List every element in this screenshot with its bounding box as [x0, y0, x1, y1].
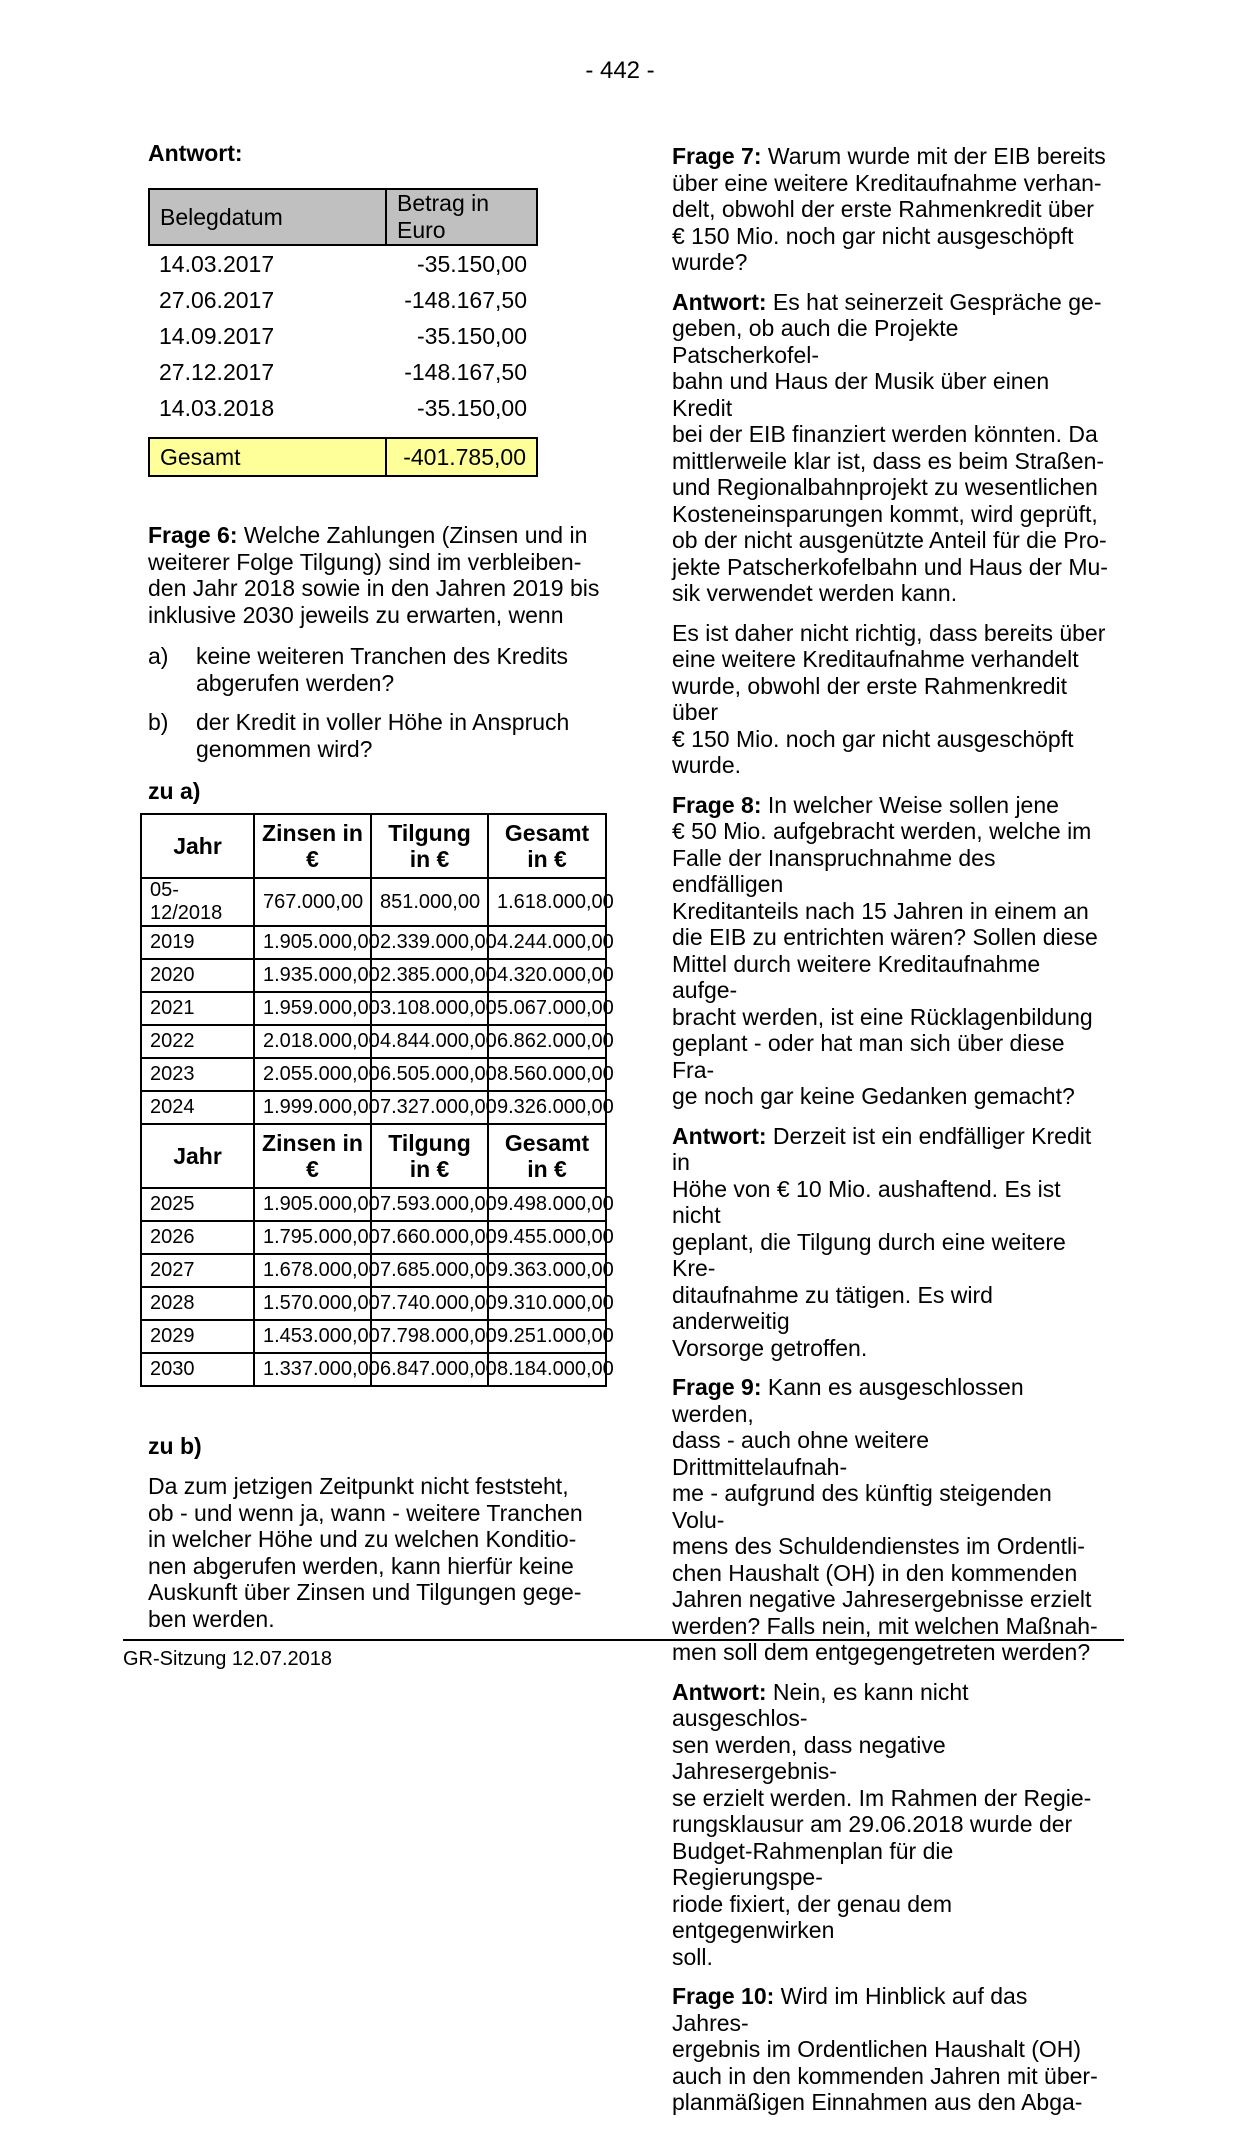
- value-cell: 1.795.000,00: [254, 1221, 371, 1254]
- list-text: der Kredit in voller Höhe in Anspruch genommen wird?: [196, 709, 570, 762]
- list-marker: b): [148, 709, 169, 735]
- schedule-table-row: [141, 1058, 606, 1091]
- value-cell: 6.505.000,00: [371, 1058, 488, 1091]
- frage6-paragraph: Frage 6: Welche Zahlungen (Zinsen und in weiterer Folge Tilgung) sind im verbleiben- den Jahr 2018 sowie in den Jahren 2019 bis inklusive 2030 jeweils zu erwarten, wenn: [148, 522, 600, 628]
- payments-table-head: [149, 189, 537, 245]
- left-column: [148, 140, 614, 1645]
- value-cell: 9.363.000,00: [488, 1254, 606, 1287]
- value-cell: 2.055.000,00: [254, 1058, 371, 1091]
- date-cell: 27.12.2017: [159, 358, 275, 385]
- payments-table-row: [149, 245, 537, 282]
- paragraph-lead: Frage 8:: [672, 791, 762, 818]
- schedule-table-header-cell: Tilgung in €: [371, 1124, 488, 1188]
- list-marker: a): [148, 643, 169, 669]
- body-paragraph: Es ist daher nicht richtig, dass bereits über eine weitere Kreditaufnahme verhandelt wurde, obwohl der erste Rahmenkredit über € 150 Mio. noch gar nicht ausgeschöpft wurde.: [672, 619, 1106, 778]
- date-cell: 14.09.2017: [159, 322, 275, 349]
- value-cell: 7.593.000,00: [371, 1188, 488, 1221]
- qa-paragraph: Frage 10: Wird im Hinblick auf das Jahres- ergebnis im Ordentlichen Haushalt (OH) auch in den kommenden Jahren mit über- planmäßigen Einnahmen aus den Abga-: [672, 1983, 1098, 2115]
- total-amount-cell: -401.785,00: [386, 438, 537, 476]
- total-label-cell: Gesamt: [149, 438, 386, 476]
- schedule-table-row: [141, 1221, 606, 1254]
- value-cell: 1.453.000,00: [254, 1320, 371, 1353]
- year-cell: 05-12/2018: [141, 878, 254, 926]
- value-cell: 6.862.000,00: [488, 1025, 606, 1058]
- year-cell: 2019: [141, 926, 254, 959]
- value-cell: 2.018.000,00: [254, 1025, 371, 1058]
- value-cell: 2.339.000,00: [371, 926, 488, 959]
- payments-table-row: [149, 282, 537, 318]
- qa-paragraph: Frage 9: Kann es ausgeschlossen werden, dass - auch ohne weitere Drittmittelaufnah- me - aufgrund des künftig steigenden Volu- mens des Schuldendienstes im Ordentli- chen Haushalt (OH) in den kommenden Jahren negative Jahresergebnisse erzielt werden? Falls nein, mit welchen Maßnah- men soll dem entgegengetreten werden?: [672, 1374, 1098, 1665]
- value-cell: 851.000,00: [371, 878, 488, 926]
- qa-paragraph: Frage 8: In welcher Weise sollen jene € 50 Mio. aufgebracht werden, welche im Falle der Inanspruchnahme des endfälligen Kreditanteils nach 15 Jahren in einem an die EIB zu entrichten wären? Sollen diese Mittel durch weitere Kreditaufnahme aufge- bracht werden, ist eine Rücklagenbildung geplant - oder hat man sich über diese Fra- ge noch gar keine Gedanken gemacht?: [672, 791, 1098, 1109]
- schedule-table-header-cell: Gesamt in €: [488, 1124, 606, 1188]
- schedule-table-row: [141, 959, 606, 992]
- schedule-table-row: [141, 926, 606, 959]
- schedule-table-row: [141, 1091, 606, 1124]
- value-cell: 9.251.000,00: [488, 1320, 606, 1353]
- schedule-table-header-cell: Tilgung in €: [371, 814, 488, 878]
- value-cell: 1.337.000,00: [254, 1353, 371, 1386]
- value-cell: 9.310.000,00: [488, 1287, 606, 1320]
- right-column: [672, 143, 1108, 2129]
- paragraph-lead: Frage 10:: [672, 1983, 775, 2009]
- payments-table-body: [149, 245, 537, 476]
- year-cell: 2027: [141, 1254, 254, 1287]
- date-cell: 14.03.2017: [159, 250, 275, 277]
- list-item: [148, 709, 610, 762]
- schedule-table-header-cell: Gesamt in €: [488, 814, 606, 878]
- schedule-table-header-row: [141, 1124, 606, 1188]
- year-cell: 2024: [141, 1091, 254, 1124]
- value-cell: 8.184.000,00: [488, 1353, 606, 1386]
- schedule-table-row: [141, 1353, 606, 1386]
- zu-b-paragraph: Da zum jetzigen Zeitpunkt nicht feststeht, ob - und wenn ja, wann - weitere Tranchen in welcher Höhe und zu welchen Konditio- nen abgerufen werden, kann hierfür keine Auskunft über Zinsen und Tilgungen gege- ben werden.: [148, 1473, 583, 1632]
- schedule-table-header-cell: Zinsen in €: [254, 814, 371, 878]
- page-footer: [123, 1639, 1124, 1671]
- question-list: [148, 643, 610, 762]
- list-text: keine weiteren Tranchen des Kredits abgerufen werden?: [196, 643, 569, 696]
- payments-table-header-cell: Betrag in Euro: [386, 189, 537, 245]
- year-cell: 2023: [141, 1058, 254, 1091]
- payments-table-header-cell: Belegdatum: [149, 189, 386, 245]
- amount-cell: -148.167,50: [404, 286, 527, 313]
- schedule-table-header-cell: Zinsen in €: [254, 1124, 371, 1188]
- value-cell: 6.847.000,00: [371, 1353, 488, 1386]
- payments-table-row: [149, 318, 537, 354]
- value-cell: 9.498.000,00: [488, 1188, 606, 1221]
- value-cell: 1.959.000,00: [254, 992, 371, 1025]
- footer-text: GR-Sitzung 12.07.2018: [123, 1648, 333, 1670]
- value-cell: 1.999.000,00: [254, 1091, 371, 1124]
- value-cell: 1.905.000,00: [254, 1188, 371, 1221]
- value-cell: 1.905.000,00: [254, 926, 371, 959]
- schedule-table-row: [141, 1254, 606, 1287]
- year-cell: 2021: [141, 992, 254, 1025]
- date-cell: 14.03.2018: [159, 394, 275, 421]
- schedule-table-row: [141, 878, 606, 926]
- value-cell: 4.244.000,00: [488, 926, 606, 959]
- paragraph-lead: Frage 7:: [672, 143, 762, 169]
- year-cell: 2025: [141, 1188, 254, 1221]
- value-cell: 1.570.000,00: [254, 1287, 371, 1320]
- payments-table-row: [149, 390, 537, 426]
- schedule-table-row: [141, 1188, 606, 1221]
- paragraph-lead: Antwort:: [672, 288, 767, 315]
- amount-cell: -35.150,00: [417, 250, 527, 277]
- year-cell: 2029: [141, 1320, 254, 1353]
- payments-table-header-row: [149, 189, 537, 245]
- schedule-table-header-cell: Jahr: [141, 814, 254, 878]
- value-cell: 7.740.000,00: [371, 1287, 488, 1320]
- value-cell: 7.685.000,00: [371, 1254, 488, 1287]
- year-cell: 2030: [141, 1353, 254, 1386]
- value-cell: 3.108.000,00: [371, 992, 488, 1025]
- payments-table-total-row: [149, 438, 537, 476]
- schedule-table-row: [141, 992, 606, 1025]
- year-cell: 2020: [141, 959, 254, 992]
- qa-paragraph: Frage 7: Warum wurde mit der EIB bereits über eine weitere Kreditaufnahme verhan- delt, obwohl der erste Rahmenkredit über € 150 Mio. noch gar nicht ausgeschöpft wurde?: [672, 143, 1106, 275]
- value-cell: 2.385.000,00: [371, 959, 488, 992]
- qa-paragraph: Antwort: Nein, es kann nicht ausgeschlos- sen werden, dass negative Jahresergebnis- se erzielt werden. Im Rahmen der Regie- rungsklausur am 29.06.2018 wurde der Budget-Rahmenplan für die Regierungspe- riode fixiert, der genau dem entgegenwirken soll.: [672, 1678, 1092, 1970]
- value-cell: 9.455.000,00: [488, 1221, 606, 1254]
- list-item: [148, 643, 610, 696]
- value-cell: 4.320.000,00: [488, 959, 606, 992]
- year-cell: 2028: [141, 1287, 254, 1320]
- zu-b-label: zu b): [148, 1433, 202, 1459]
- year-cell: 2026: [141, 1221, 254, 1254]
- value-cell: 9.326.000,00: [488, 1091, 606, 1124]
- value-cell: 1.618.000,00: [488, 878, 606, 926]
- value-cell: 7.660.000,00: [371, 1221, 488, 1254]
- value-cell: 767.000,00: [254, 878, 371, 926]
- value-cell: 7.798.000,00: [371, 1320, 488, 1353]
- zu-a-label: zu a): [148, 778, 201, 804]
- paragraph-lead: Antwort:: [672, 1678, 767, 1705]
- value-cell: 1.935.000,00: [254, 959, 371, 992]
- payments-table-row: [149, 354, 537, 390]
- value-cell: 1.678.000,00: [254, 1254, 371, 1287]
- amount-cell: -148.167,50: [404, 358, 527, 385]
- qa-paragraph: Antwort: Derzeit ist ein endfälliger Kredit in Höhe von € 10 Mio. aushaftend. Es ist nicht geplant, die Tilgung durch eine weitere Kre- ditaufnahme zu tätigen. Es wird anderweitig Vorsorge getroffen.: [672, 1122, 1092, 1361]
- page-number: - 442 -: [585, 57, 655, 84]
- paragraph-lead: Frage 6:: [148, 522, 238, 548]
- schedule-table-body: [141, 814, 614, 1386]
- answer-label: Antwort:: [148, 140, 243, 166]
- payments-table: [148, 188, 538, 477]
- value-cell: 7.327.000,00: [371, 1091, 488, 1124]
- schedule-table-header-cell: Jahr: [141, 1124, 254, 1188]
- value-cell: 8.560.000,00: [488, 1058, 606, 1091]
- qa-paragraph: Antwort: Es hat seinerzeit Gespräche ge- geben, ob auch die Projekte Patscherkofel- bahn und Haus der Musik über einen Kredit bei der EIB finanziert werden könnten. Da mittlerweile klar ist, dass es beim Straßen- und Regionalbahnprojekt zu wesentlichen Kosteneinsparungen kommt, wird geprüft, ob der nicht ausgenützte Anteil für die Pro- jekte Patscherkofelbahn und Haus der Mu- sik verwendet werden kann.: [672, 288, 1108, 606]
- value-cell: 4.844.000,00: [371, 1025, 488, 1058]
- paragraph-lead: Frage 9:: [672, 1374, 762, 1400]
- amount-cell: -35.150,00: [417, 322, 527, 349]
- schedule-table-header-row: [141, 814, 606, 878]
- date-cell: 27.06.2017: [159, 286, 275, 313]
- year-cell: 2022: [141, 1025, 254, 1058]
- schedule-table-row: [141, 1287, 606, 1320]
- value-cell: 5.067.000,00: [488, 992, 606, 1025]
- schedule-table: [140, 813, 614, 1387]
- table-spacer: [149, 426, 537, 438]
- schedule-table-row: [141, 1320, 606, 1353]
- amount-cell: -35.150,00: [417, 394, 527, 421]
- paragraph-lead: Antwort:: [672, 1122, 767, 1149]
- schedule-table-row: [141, 1025, 606, 1058]
